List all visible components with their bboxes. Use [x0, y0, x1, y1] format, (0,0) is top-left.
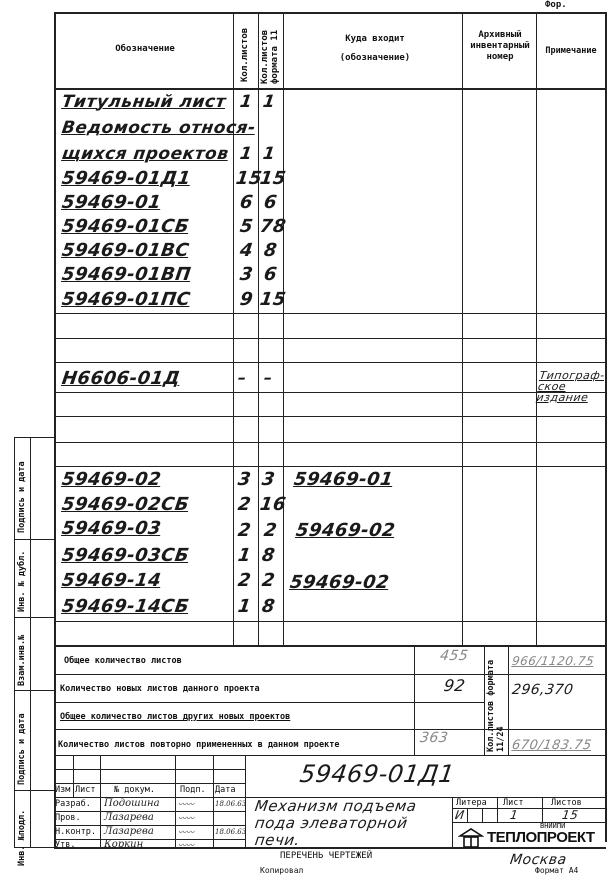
row-sheets: 2 — [236, 494, 253, 515]
reused-sheets-f11: 670/183.75 — [510, 738, 593, 753]
reused-sheets-value: 363 — [418, 730, 450, 746]
hdr-date: Дата — [215, 785, 236, 795]
row-sheets: 4 — [238, 240, 255, 261]
row-designation: Титульный лист — [60, 92, 228, 112]
hdr-doc: № докум. — [114, 785, 155, 795]
document-subtitle: ПЕРЕЧЕНЬ ЧЕРТЕЖЕЙ — [280, 851, 373, 861]
name-approver: Коркин — [104, 839, 144, 850]
row-designation: 59469-01ПС — [60, 289, 192, 310]
f11-caption: Кол.листов формата 11/24 — [486, 659, 506, 752]
reused-sheets-label: Количество листов повторно примененных в данном проекте — [58, 740, 340, 750]
hdr-sign: Подп. — [180, 785, 206, 795]
row-f11: 15 — [258, 289, 288, 310]
teploproekt-logo-icon — [458, 828, 484, 846]
row-sheets: 1 — [236, 596, 253, 617]
row-f11: 8 — [262, 240, 279, 261]
row-f11: 1 — [261, 92, 277, 112]
row-designation: 59469-03СБ — [60, 545, 191, 566]
copied-by-label: Копировал — [260, 866, 304, 875]
title-line-2: пода элеваторной — [253, 814, 409, 832]
litera-label: Литера — [456, 798, 487, 808]
format-label: Формат А4 — [535, 866, 579, 875]
row-f11: 16 — [258, 494, 288, 515]
row-sheets: 5 — [238, 216, 255, 237]
row-sheets: 9 — [238, 289, 255, 310]
header-archive: Архивный инвентарный номер — [470, 30, 530, 62]
row-f11: 3 — [260, 469, 277, 490]
row-sheets: 2 — [236, 570, 253, 591]
document-number: 59469-01Д1 — [298, 760, 457, 788]
total-sheets-label: Общее количество листов — [64, 656, 182, 666]
hdr-list: Лист — [75, 785, 96, 795]
sheet-value: 1 — [509, 808, 520, 822]
row-f11: – — [262, 368, 274, 387]
row-sheets: 6 — [238, 192, 255, 213]
other-projects-label: Общее количество листов других новых проектов — [60, 712, 291, 722]
row-designation: 59469-14 — [60, 570, 163, 591]
row-sheets: 1 — [238, 144, 254, 164]
hdr-izm: Изм — [55, 785, 71, 795]
margin-inv-orig: Инв. №подл. — [17, 809, 27, 866]
signature-checker: 〰〰 — [178, 814, 194, 823]
name-norm-control: Лазарева — [104, 826, 154, 837]
row-designation: 59469-01ВС — [60, 240, 191, 261]
row-note: Типограф- ское издание — [535, 369, 606, 404]
margin-sign-date: Подпись и дата — [17, 461, 27, 533]
name-checker: Лазарева — [104, 812, 154, 823]
row-sheets: 2 — [236, 520, 253, 541]
header-format11: Кол.листов формата 11 — [260, 29, 280, 84]
title-line-1: Механизм подъема — [253, 797, 418, 815]
row-sheets: – — [236, 368, 248, 387]
header-where-used: Куда входит (обозначение) — [339, 34, 411, 63]
row-where: 59469-01 — [292, 469, 395, 490]
row-f11: 6 — [262, 192, 279, 213]
litera-value: И — [454, 808, 466, 822]
date-developer: 18.06.63 — [215, 800, 247, 808]
new-sheets-value: 92 — [442, 676, 467, 695]
row-sheets: 1 — [236, 545, 253, 566]
row-sheets: 1 — [238, 92, 254, 112]
date-norm-control: 18.06.63 — [215, 828, 247, 836]
row-f11: 2 — [260, 570, 277, 591]
row-f11: 6 — [262, 264, 279, 285]
row-sheets: 15 — [234, 168, 264, 189]
sheet-label: Лист — [503, 798, 524, 808]
row-f11: 1 — [261, 144, 277, 164]
org-city: Москва — [508, 852, 568, 868]
row-sheets: 3 — [236, 469, 253, 490]
org-small-label: ВНИИПИ — [540, 822, 566, 830]
role-developer: Разраб. — [55, 799, 91, 809]
row-f11: 78 — [258, 216, 288, 237]
row-designation: 59469-14СБ — [60, 596, 191, 617]
signature-developer: 〰〰 — [178, 800, 194, 809]
signature-norm-control: 〰〰 — [178, 828, 194, 837]
header-notes: Примечание — [545, 46, 597, 56]
header-sheet-count: Кол.листов — [240, 27, 250, 82]
header-designation: Обозначение — [115, 44, 175, 54]
row-where: 59469-02 — [288, 572, 391, 593]
row-designation: 59469-02СБ — [60, 494, 191, 515]
row-f11: 8 — [260, 596, 277, 617]
row-f11: 15 — [258, 168, 288, 189]
new-sheets-f11: 296,370 — [510, 682, 575, 698]
row-designation: 59469-01ВП — [60, 264, 193, 285]
title-line-3: печи. — [253, 831, 302, 849]
row-sheets: 3 — [238, 264, 255, 285]
margin-sign-date-2: Подпись и дата — [17, 713, 27, 785]
new-sheets-label: Количество новых листов данного проекта — [60, 684, 260, 694]
role-approver: Утв. — [55, 840, 76, 850]
total-sheets-f11: 966/1120.75 — [511, 654, 596, 668]
row-designation: 59469-01СБ — [60, 216, 191, 237]
row-f11: 8 — [260, 545, 277, 566]
total-sheets-value: 455 — [438, 648, 470, 664]
sheets-value: 15 — [561, 808, 580, 822]
row-designation: 59469-01Д1 — [60, 168, 193, 189]
row-designation: 59469-02 — [60, 469, 163, 490]
row-designation: Н6606-01Д — [60, 368, 182, 389]
row-designation: щихся проектов — [60, 144, 230, 164]
row-designation: 59469-01 — [60, 192, 163, 213]
row-designation: Ведомость относя- — [60, 118, 257, 138]
sheets-label: Листов — [551, 798, 582, 808]
org-name: ТЕПЛОПРОЕКТ — [487, 829, 595, 846]
row-where: 59469-02 — [294, 520, 397, 541]
row-f11: 2 — [262, 520, 279, 541]
margin-inv-dup: Инв. № дубл. — [17, 550, 27, 612]
row-designation: 59469-03 — [60, 518, 163, 539]
margin-replaces-inv: Взам.инв.№ — [17, 634, 27, 686]
role-checker: Пров. — [55, 813, 81, 823]
signature-approver: 〰〰 — [178, 841, 194, 850]
format-corner-label: Фор. — [545, 0, 567, 10]
name-developer: Подошина — [104, 798, 160, 809]
role-norm-control: Н.контр. — [55, 827, 96, 837]
